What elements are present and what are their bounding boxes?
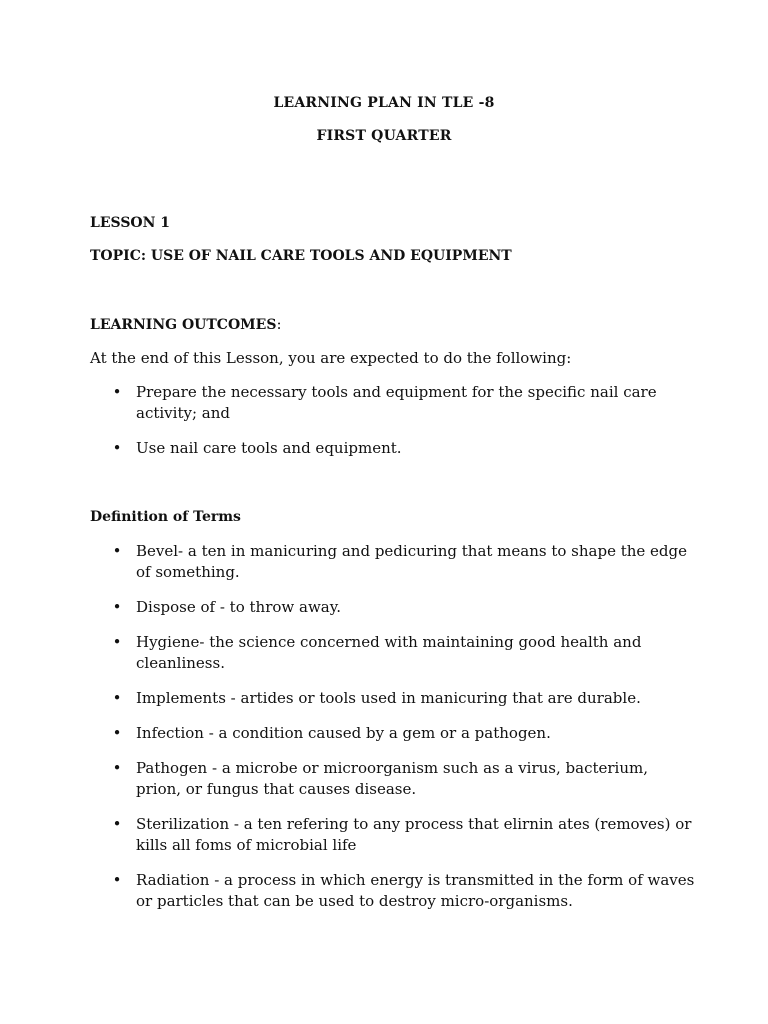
outcomes-heading-line <box>90 314 690 336</box>
outcome-text: Prepare the necessary tools and equipment for the specific nail care activity; and <box>136 383 657 422</box>
definitions-list <box>112 541 695 912</box>
outcomes-list <box>112 382 692 459</box>
bullet-icon: • <box>112 598 122 616</box>
bullet-icon: • <box>112 439 122 457</box>
bullet-icon: • <box>112 542 122 560</box>
document-title: LEARNING PLAN IN TLE -8 <box>273 95 495 111</box>
outcomes-intro: At the end of this Lesson, you are expected to do the following: <box>90 349 572 367</box>
list-item <box>112 438 692 459</box>
bullet-icon: • <box>112 633 122 651</box>
bullet-icon: • <box>112 689 122 707</box>
outcome-text: Use nail care tools and equipment. <box>136 439 402 457</box>
list-item <box>112 723 692 744</box>
list-item <box>112 870 706 912</box>
definitions-heading: Definition of Terms <box>90 509 241 525</box>
bullet-icon: • <box>112 871 122 889</box>
outcomes-heading-colon: : <box>276 315 282 333</box>
bullet-icon: • <box>112 724 122 742</box>
list-item <box>112 814 706 856</box>
definition-text: Radiation - a process in which energy is transmitted in the form of waves or particles that can be used to destroy micro-organisms. <box>136 871 695 910</box>
lesson-number: LESSON 1 <box>90 215 171 231</box>
list-item <box>112 632 666 674</box>
definition-text: Implements - artides or tools used in manicuring that are durable. <box>136 689 641 707</box>
definition-text: Hygiene- the science concerned with maintaining good health and cleanliness. <box>136 633 642 672</box>
list-item <box>112 382 666 424</box>
bullet-icon: • <box>112 383 122 401</box>
list-item <box>112 758 666 800</box>
list-item <box>112 541 706 583</box>
lesson-topic: TOPIC: USE OF NAIL CARE TOOLS AND EQUIPMENT <box>90 248 512 264</box>
definition-text: Pathogen - a microbe or microorganism such as a virus, bacterium, prion, or fungus that causes disease. <box>136 759 649 798</box>
definition-text: Dispose of - to throw away. <box>136 598 341 616</box>
document-quarter: FIRST QUARTER <box>316 128 452 144</box>
list-item <box>112 688 692 709</box>
list-item <box>112 597 692 618</box>
bullet-icon: • <box>112 815 122 833</box>
definition-text: Sterilization - a ten refering to any process that elirnin ates (removes) or kills all foms of microbial life <box>136 815 692 854</box>
outcomes-heading: LEARNING OUTCOMES <box>90 317 277 333</box>
bullet-icon: • <box>112 759 122 777</box>
definition-text: Infection - a condition caused by a gem or a pathogen. <box>136 724 551 742</box>
definition-text: Bevel- a ten in manicuring and pedicuring that means to shape the edge of something. <box>136 542 688 581</box>
